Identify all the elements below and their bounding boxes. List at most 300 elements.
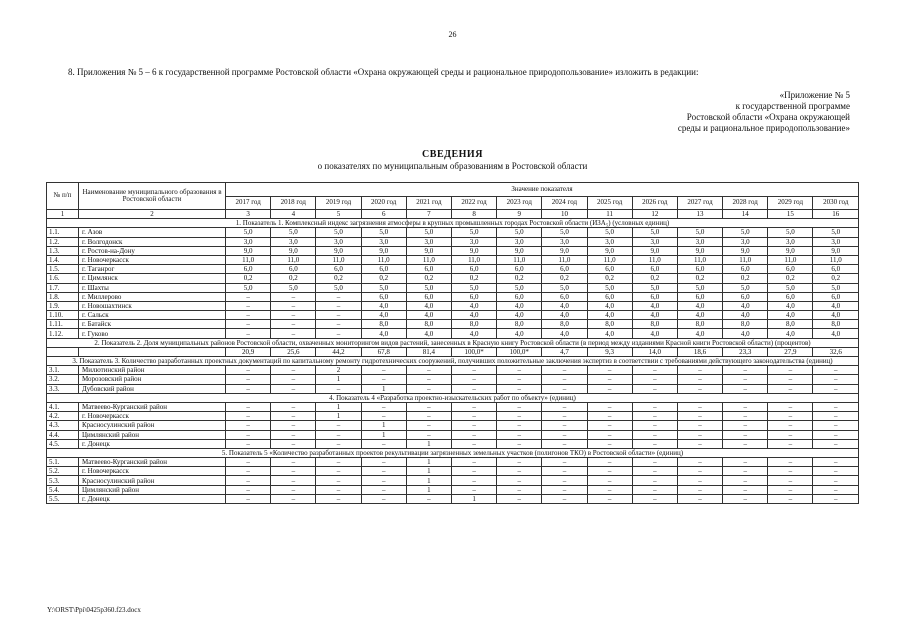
indicator-value: – — [497, 366, 542, 375]
row-number: 1.8. — [47, 292, 79, 301]
indicator-value: 4,0 — [542, 329, 587, 338]
indicator-value: – — [226, 412, 271, 421]
header-year: 2029 год — [768, 196, 813, 210]
indicator-value: – — [587, 421, 632, 430]
column-number: 14 — [723, 210, 768, 219]
column-number: 10 — [542, 210, 587, 219]
indicator-value: 0,2 — [226, 274, 271, 283]
indicator-value: – — [768, 494, 813, 503]
indicator-value: 3,0 — [271, 237, 316, 246]
indicator-value: – — [271, 476, 316, 485]
indicator-value: – — [632, 439, 677, 448]
section-title: 1. Показатель 1. Комплексный индекс загрязнения атмосферы в крупных промышленных городах Ростовской области (ИЗА₅) (условных единиц) — [47, 219, 859, 228]
table-row — [47, 246, 859, 255]
indicator-value: 4,0 — [451, 311, 496, 320]
indicator-value: 6,0 — [542, 292, 587, 301]
indicator-value: 1 — [361, 384, 406, 393]
indicator-value: – — [271, 485, 316, 494]
indicator-value: 8,0 — [451, 320, 496, 329]
indicator-value: 81,4 — [406, 347, 451, 356]
row-number — [47, 347, 79, 356]
indicator-value: 4,0 — [361, 301, 406, 310]
indicator-value: – — [271, 421, 316, 430]
header-year: 2017 год — [226, 196, 271, 210]
indicator-value: – — [271, 439, 316, 448]
indicator-value: 4,0 — [677, 329, 722, 338]
indicator-value: – — [677, 375, 722, 384]
indicator-value: – — [226, 320, 271, 329]
indicator-value: – — [361, 412, 406, 421]
indicator-value: – — [723, 494, 768, 503]
indicator-value: – — [497, 412, 542, 421]
indicator-value: 0,2 — [406, 274, 451, 283]
indicator-value: – — [723, 384, 768, 393]
table-row — [47, 265, 859, 274]
indicator-value: – — [226, 301, 271, 310]
indicator-value: – — [632, 384, 677, 393]
indicator-value: – — [632, 494, 677, 503]
indicator-value: 11,0 — [677, 255, 722, 264]
indicator-value: – — [723, 402, 768, 411]
indicator-value: – — [677, 366, 722, 375]
indicator-value: 5,0 — [768, 283, 813, 292]
section-title: 2. Показатель 2. Доля муниципальных районов Ростовской области, охваченных мониторингом видов растений, занесенных в Красную книгу Ростовской области (в период между изданиями Красной книги Ростовской области) (процентов) — [47, 338, 859, 347]
table-row — [47, 301, 859, 310]
indicator-value: – — [632, 375, 677, 384]
table-row — [47, 347, 859, 356]
indicator-value: 25,6 — [271, 347, 316, 356]
indicator-value: – — [497, 375, 542, 384]
indicator-value: 18,6 — [677, 347, 722, 356]
header-year: 2030 год — [813, 196, 859, 210]
indicator-value: 5,0 — [451, 283, 496, 292]
indicator-value: 3,0 — [316, 237, 361, 246]
row-number: 3.3. — [47, 384, 79, 393]
indicator-value: 2 — [316, 366, 361, 375]
indicator-value: 4,7 — [542, 347, 587, 356]
column-number: 12 — [632, 210, 677, 219]
row-number: 1.12. — [47, 329, 79, 338]
indicator-value: – — [361, 366, 406, 375]
indicator-value: 11,0 — [497, 255, 542, 264]
indicator-value: – — [768, 439, 813, 448]
indicator-value: – — [587, 467, 632, 476]
indicator-value: 0,2 — [361, 274, 406, 283]
indicator-value: – — [316, 301, 361, 310]
indicator-value: 6,0 — [768, 265, 813, 274]
indicator-value: – — [226, 467, 271, 476]
indicator-value: 5,0 — [316, 228, 361, 237]
indicator-value: – — [813, 439, 859, 448]
indicator-value: 11,0 — [542, 255, 587, 264]
table-row — [47, 292, 859, 301]
indicator-value: 14,0 — [632, 347, 677, 356]
indicator-value: – — [587, 494, 632, 503]
indicator-value: 0,2 — [677, 274, 722, 283]
indicator-value: – — [813, 467, 859, 476]
indicator-value: – — [406, 366, 451, 375]
indicator-value: 4,0 — [587, 311, 632, 320]
indicator-value: 5,0 — [226, 283, 271, 292]
indicator-value: 5,0 — [677, 283, 722, 292]
indicator-value: – — [677, 439, 722, 448]
indicator-value: – — [316, 320, 361, 329]
indicator-value: 8,0 — [677, 320, 722, 329]
table-row — [47, 228, 859, 237]
indicator-value: 1 — [406, 476, 451, 485]
table-row — [47, 237, 859, 246]
indicator-value: 6,0 — [587, 265, 632, 274]
table-row — [47, 375, 859, 384]
table-row — [47, 494, 859, 503]
indicator-value: – — [768, 485, 813, 494]
indicator-value: – — [723, 430, 768, 439]
table-row — [47, 421, 859, 430]
indicator-value: – — [632, 458, 677, 467]
indicator-value: – — [677, 402, 722, 411]
indicator-value: – — [768, 476, 813, 485]
indicator-value: 4,0 — [723, 301, 768, 310]
indicator-value: 9,0 — [451, 246, 496, 255]
indicator-value: 6,0 — [451, 292, 496, 301]
indicator-value: – — [677, 458, 722, 467]
indicator-value: – — [542, 494, 587, 503]
municipality-name: Морозовский район — [79, 375, 226, 384]
indicator-value: – — [677, 467, 722, 476]
table-row — [47, 311, 859, 320]
indicator-value: 23,3 — [723, 347, 768, 356]
header-year: 2028 год — [723, 196, 768, 210]
indicator-value: 8,0 — [587, 320, 632, 329]
indicator-value: – — [542, 412, 587, 421]
municipality-name: г. Новошахтинск — [79, 301, 226, 310]
indicator-value: 8,0 — [632, 320, 677, 329]
indicator-value: – — [632, 476, 677, 485]
row-number: 4.1. — [47, 402, 79, 411]
municipality-name: Матвеево-Курганский район — [79, 402, 226, 411]
indicator-value: 0,2 — [271, 274, 316, 283]
indicator-value: 11,0 — [406, 255, 451, 264]
indicator-value: 8,0 — [542, 320, 587, 329]
table-row — [47, 476, 859, 485]
indicator-value: 6,0 — [316, 265, 361, 274]
indicator-value: – — [587, 476, 632, 485]
indicator-value: 3,0 — [497, 237, 542, 246]
indicator-value: – — [226, 292, 271, 301]
indicator-value: – — [361, 439, 406, 448]
indicator-value: 6,0 — [542, 265, 587, 274]
indicator-value: 4,0 — [813, 329, 859, 338]
indicator-value: – — [542, 366, 587, 375]
table-row — [47, 430, 859, 439]
column-number: 11 — [587, 210, 632, 219]
indicator-value: – — [677, 485, 722, 494]
appendix-heading — [600, 90, 850, 134]
page-number: 26 — [448, 30, 457, 39]
indicator-value: 9,0 — [723, 246, 768, 255]
indicator-value: – — [813, 412, 859, 421]
indicator-value: 9,0 — [226, 246, 271, 255]
indicator-value: – — [677, 476, 722, 485]
indicator-value: – — [451, 467, 496, 476]
indicator-value: 11,0 — [451, 255, 496, 264]
indicator-value: 6,0 — [632, 265, 677, 274]
indicator-value: 5,0 — [361, 228, 406, 237]
indicator-value: – — [226, 494, 271, 503]
table-row — [47, 485, 859, 494]
indicator-value: 1 — [406, 485, 451, 494]
indicator-value: – — [497, 494, 542, 503]
indicator-value: – — [271, 402, 316, 411]
indicator-value: – — [226, 439, 271, 448]
indicator-value: 6,0 — [361, 292, 406, 301]
indicator-value: 5,0 — [587, 283, 632, 292]
indicator-value: – — [316, 485, 361, 494]
indicator-value: – — [226, 476, 271, 485]
indicator-value: 4,0 — [406, 301, 451, 310]
indicator-value: 67,8 — [361, 347, 406, 356]
indicator-value: – — [723, 439, 768, 448]
municipality-name: Цимлянский район — [79, 430, 226, 439]
municipality-name: г. Волгодонск — [79, 237, 226, 246]
indicator-value: – — [632, 430, 677, 439]
indicator-value: 0,2 — [587, 274, 632, 283]
indicator-value: 3,0 — [361, 237, 406, 246]
table-row — [47, 274, 859, 283]
indicator-value: – — [406, 430, 451, 439]
indicator-value: 5,0 — [587, 228, 632, 237]
indicator-value: – — [723, 458, 768, 467]
indicator-value: – — [316, 458, 361, 467]
indicator-value: 5,0 — [813, 228, 859, 237]
indicator-value: 4,0 — [813, 301, 859, 310]
table-row — [47, 384, 859, 393]
indicator-value: 11,0 — [723, 255, 768, 264]
municipality-name: г. Цимлянск — [79, 274, 226, 283]
row-number: 5.2. — [47, 467, 79, 476]
column-number: 15 — [768, 210, 813, 219]
indicator-value: 4,0 — [632, 301, 677, 310]
indicator-value: 6,0 — [497, 292, 542, 301]
indicator-value: 5,0 — [406, 283, 451, 292]
row-number: 4.5. — [47, 439, 79, 448]
header-year: 2025 год — [587, 196, 632, 210]
indicator-value: – — [542, 485, 587, 494]
indicator-value: 4,0 — [632, 329, 677, 338]
table-row — [47, 366, 859, 375]
indicator-value: – — [271, 412, 316, 421]
indicator-value: 5,0 — [632, 228, 677, 237]
indicator-value: 0,2 — [632, 274, 677, 283]
indicator-value: – — [723, 366, 768, 375]
indicator-value: 4,0 — [497, 311, 542, 320]
indicator-value: – — [813, 458, 859, 467]
indicator-value: – — [542, 421, 587, 430]
indicator-value: 4,0 — [677, 311, 722, 320]
municipality-name: Красносулинский район — [79, 476, 226, 485]
indicator-value: – — [723, 485, 768, 494]
indicator-value: 9,0 — [271, 246, 316, 255]
indicator-value: 1 — [316, 412, 361, 421]
indicator-value: 11,0 — [226, 255, 271, 264]
indicator-value: 8,0 — [361, 320, 406, 329]
indicator-value: 4,0 — [497, 329, 542, 338]
indicator-value: 5,0 — [723, 283, 768, 292]
section-title: 4. Показатель 4 «Разработка проектно-изыскательских работ по объекту» (единиц) — [47, 393, 859, 402]
column-number: 7 — [406, 210, 451, 219]
column-number: 2 — [79, 210, 226, 219]
indicator-value: 5,0 — [271, 283, 316, 292]
indicator-value: 11,0 — [361, 255, 406, 264]
indicator-value: 6,0 — [406, 292, 451, 301]
indicator-value: 6,0 — [813, 265, 859, 274]
indicator-value: 11,0 — [316, 255, 361, 264]
indicator-value: 6,0 — [723, 265, 768, 274]
indicator-value: – — [632, 402, 677, 411]
indicator-value: 6,0 — [632, 292, 677, 301]
table-row — [47, 467, 859, 476]
indicator-value: – — [587, 485, 632, 494]
indicator-value: – — [497, 485, 542, 494]
municipality-name: Цимлянский район — [79, 485, 226, 494]
indicator-value: 20,9 — [226, 347, 271, 356]
indicator-value: – — [406, 375, 451, 384]
indicator-value: – — [406, 421, 451, 430]
indicator-value: 1 — [316, 402, 361, 411]
indicator-value: – — [768, 430, 813, 439]
row-number: 1.2. — [47, 237, 79, 246]
indicator-value: – — [542, 476, 587, 485]
indicator-value: 6,0 — [406, 265, 451, 274]
indicator-value: 9,0 — [768, 246, 813, 255]
indicator-value: – — [316, 311, 361, 320]
indicator-value: 9,0 — [497, 246, 542, 255]
indicator-value: – — [813, 402, 859, 411]
indicator-value: – — [406, 384, 451, 393]
indicator-value: – — [542, 384, 587, 393]
indicator-value: – — [451, 430, 496, 439]
indicator-value: – — [271, 301, 316, 310]
section-header-row — [47, 357, 859, 366]
indicator-value: – — [677, 494, 722, 503]
indicator-value: 6,0 — [271, 265, 316, 274]
table-row — [47, 320, 859, 329]
indicator-value: – — [316, 384, 361, 393]
indicator-value: – — [768, 421, 813, 430]
row-number: 4.4. — [47, 430, 79, 439]
indicator-value: – — [271, 366, 316, 375]
indicator-value: 5,0 — [813, 283, 859, 292]
indicator-value: 4,0 — [451, 329, 496, 338]
indicator-value: – — [768, 384, 813, 393]
indicator-value: 5,0 — [361, 283, 406, 292]
indicator-value: – — [451, 402, 496, 411]
column-number: 3 — [226, 210, 271, 219]
indicator-value: – — [768, 412, 813, 421]
row-number: 1.11. — [47, 320, 79, 329]
indicator-value: – — [768, 458, 813, 467]
header-year: 2024 год — [542, 196, 587, 210]
indicator-value: – — [587, 412, 632, 421]
indicator-value: 9,0 — [406, 246, 451, 255]
column-number: 13 — [677, 210, 722, 219]
document-subtitle: о показателях по муниципальным образованиям в Ростовской области — [317, 161, 588, 171]
indicator-value: 4,0 — [768, 329, 813, 338]
table-row — [47, 255, 859, 264]
indicator-value: 100,0* — [497, 347, 542, 356]
appendix-line: Ростовской области «Охрана окружающей — [686, 112, 850, 122]
indicator-value: 8,0 — [768, 320, 813, 329]
indicator-value: – — [316, 292, 361, 301]
indicator-value: – — [677, 384, 722, 393]
indicator-value: – — [497, 421, 542, 430]
indicator-value: – — [632, 467, 677, 476]
indicator-value: 0,2 — [768, 274, 813, 283]
indicator-value: 3,0 — [632, 237, 677, 246]
indicator-value: – — [587, 458, 632, 467]
indicator-value: – — [226, 485, 271, 494]
indicator-value: 9,0 — [587, 246, 632, 255]
indicator-value: – — [723, 476, 768, 485]
file-path-footer: Y:\ORST\Ppi\0425p360.f23.docx — [47, 606, 141, 614]
indicator-value: – — [632, 485, 677, 494]
indicator-value: – — [316, 421, 361, 430]
indicator-value: – — [813, 494, 859, 503]
table-row — [47, 402, 859, 411]
municipality-name: г. Сальск — [79, 311, 226, 320]
indicator-value: – — [226, 421, 271, 430]
indicator-value: – — [451, 476, 496, 485]
indicator-value: 4,0 — [723, 329, 768, 338]
indicator-value: 3,0 — [451, 237, 496, 246]
header-num: № п/п — [47, 183, 79, 210]
indicator-value: 5,0 — [677, 228, 722, 237]
indicator-value: 4,0 — [542, 301, 587, 310]
indicator-value: 6,0 — [813, 292, 859, 301]
indicator-value: 5,0 — [542, 283, 587, 292]
indicator-value: – — [542, 402, 587, 411]
indicator-value: 9,0 — [316, 246, 361, 255]
appendix-line: «Приложение № 5 — [779, 90, 850, 100]
indicator-value: 4,0 — [768, 311, 813, 320]
indicator-value: 11,0 — [632, 255, 677, 264]
indicator-value: – — [316, 329, 361, 338]
municipality-name: Милютинский район — [79, 366, 226, 375]
indicator-value: – — [542, 430, 587, 439]
header-year: 2018 год — [271, 196, 316, 210]
header-value: Значение показателя — [226, 183, 859, 197]
indicator-value: – — [271, 430, 316, 439]
section-header-row — [47, 448, 859, 457]
header-year: 2023 год — [497, 196, 542, 210]
indicator-value: – — [587, 375, 632, 384]
indicator-value: – — [451, 366, 496, 375]
indicators-table — [46, 182, 859, 504]
row-number: 3.1. — [47, 366, 79, 375]
indicator-value: 3,0 — [677, 237, 722, 246]
indicator-value: 4,0 — [497, 301, 542, 310]
indicator-value: 3,0 — [406, 237, 451, 246]
indicator-value: 44,2 — [316, 347, 361, 356]
indicator-value: 4,0 — [768, 301, 813, 310]
indicator-value: – — [226, 329, 271, 338]
indicator-value: – — [497, 402, 542, 411]
row-number: 1.10. — [47, 311, 79, 320]
indicator-value: – — [587, 402, 632, 411]
column-number: 16 — [813, 210, 859, 219]
indicator-value: 32,6 — [813, 347, 859, 356]
indicator-value: 6,0 — [677, 265, 722, 274]
